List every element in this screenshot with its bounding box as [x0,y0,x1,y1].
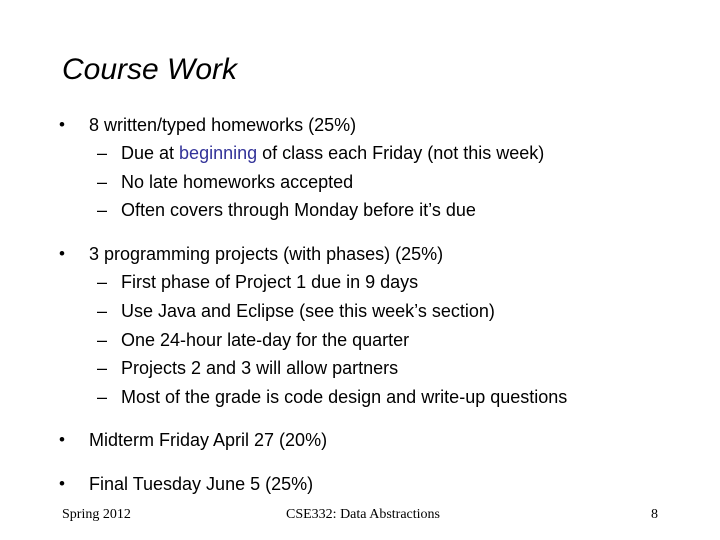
bullet-marker: • [59,474,65,493]
sub-item-text: First phase of Project 1 due in 9 days [121,272,419,292]
sub-item-text-after: of class each Friday (not this week) [257,143,545,163]
dash-marker: – [97,358,108,378]
footer-term: Spring 2012 [62,507,131,522]
sub-item-text: Often covers through Monday before it’s due [121,200,476,220]
bullet-marker: • [59,115,65,134]
bullet-marker: • [59,244,65,263]
footer-page-number: 8 [651,507,658,522]
sub-item-text: Use Java and Eclipse (see this week’s section) [121,301,495,321]
bullet-text: Midterm Friday April 27 (20%) [89,430,328,450]
sub-item-text: Projects 2 and 3 will allow partners [121,358,399,378]
bullet-text: Final Tuesday June 5 (25%) [89,474,314,494]
bullet-marker: • [59,430,65,449]
dash-marker: – [97,330,108,350]
sub-item-text-before: Due at [121,143,180,163]
bullet-text: 8 written/typed homeworks (25%) [89,115,357,135]
sub-item-text: No late homeworks accepted [121,172,354,192]
sub-item-text [121,140,544,166]
dash-marker: – [97,172,108,192]
dash-marker: – [97,387,108,407]
dash-marker: – [97,301,108,321]
dash-marker: – [97,272,108,292]
dash-marker: – [97,200,108,220]
footer-course: CSE332: Data Abstractions [286,507,440,522]
bullet-text: 3 programming projects (with phases) (25%) [89,244,444,264]
dash-marker: – [97,143,108,163]
sub-item-text: Most of the grade is code design and write-up questions [121,387,568,407]
emphasized-word: beginning [179,143,258,163]
slide-title: Course Work [62,53,238,86]
sub-item-text: One 24-hour late-day for the quarter [121,330,410,350]
